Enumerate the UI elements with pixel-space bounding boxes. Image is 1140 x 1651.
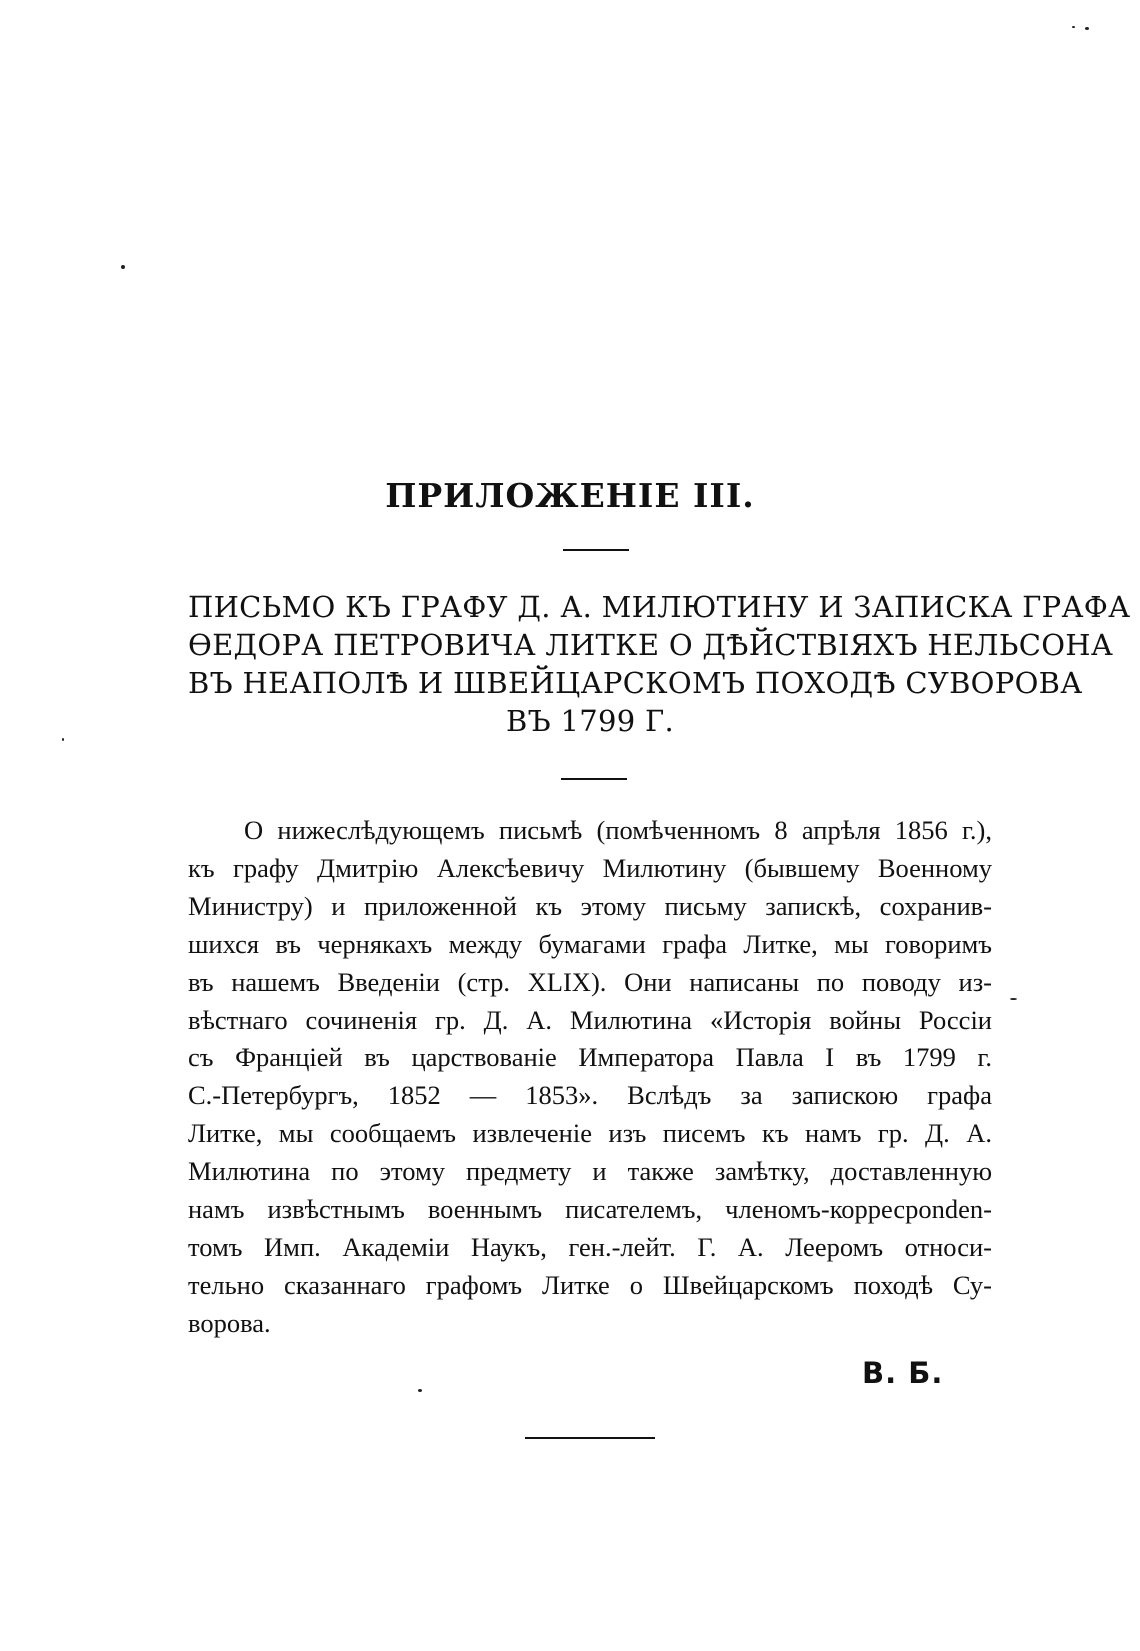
body-line: къ графу Дмитрію Алексѣевичу Милютину (бывшему Военному xyxy=(188,852,992,883)
body-line: С.-Петербургъ, 1852 — 1853». Вслѣдъ за запискою графа xyxy=(188,1080,992,1111)
body-line: Министру) и приложенной къ этому письму запискѣ, сохранив- xyxy=(188,890,992,921)
scan-speck xyxy=(62,738,64,741)
body-line: съ Франціей въ царствованіе Императора Павла I въ 1799 г. xyxy=(188,1042,992,1073)
scan-speck xyxy=(418,1389,422,1392)
body-line: О нижеслѣдующемъ письмѣ (помѣченномъ 8 апрѣля 1856 г.), xyxy=(244,815,992,845)
scan-speck xyxy=(1085,27,1089,30)
body-line: томъ Имп. Академіи Наукъ, ген.-лейт. Г. А. Лееромъ относи- xyxy=(188,1231,992,1262)
scan-speck xyxy=(1010,998,1017,1000)
closing-rule xyxy=(525,1437,655,1439)
body-line: Милютина по этому предмету и также замѣтку, доставленную xyxy=(188,1156,992,1187)
heading-line: ѲЕДОРА ПЕТРОВИЧА ЛИТКЕ О ДѢЙСТВІЯХЪ НЕЛЬСОНА xyxy=(188,628,1114,662)
body-line: шихся въ чернякахъ между бумагами графа Литке, мы говоримъ xyxy=(188,928,992,959)
body-line: намъ извѣстнымъ военнымъ писателемъ, членомъ-корресponden- xyxy=(188,1194,992,1225)
body-line: Литке, мы сообщаемъ извлеченіе изъ писемъ къ намъ гр. Д. А. xyxy=(188,1118,992,1149)
scan-speck xyxy=(1072,26,1075,28)
title-rule xyxy=(563,549,629,551)
heading-rule xyxy=(561,778,627,780)
body-line: въ нашемъ Введеніи (стр. XLIX). Они написаны по поводу из- xyxy=(188,966,992,997)
appendix-title: ПРИЛОЖЕНІЕ III. xyxy=(385,476,755,515)
heading-line: ВЪ НЕАПОЛѢ И ШВЕЙЦАРСКОМЪ ПОХОДѢ СУВОРОВА xyxy=(188,666,1083,700)
body-line: тельно сказаннаго графомъ Литке о Швейцарскомъ походѣ Су- xyxy=(188,1269,992,1300)
heading-line: ВЪ 1799 Г. xyxy=(505,704,674,738)
body-paragraph xyxy=(188,812,992,1343)
scan-speck xyxy=(121,265,125,269)
body-line: ворова. xyxy=(188,1307,271,1338)
heading-line: ПИСЬМО КЪ ГРАФУ Д. А. МИЛЮТИНУ И ЗАПИСКА ГРАФА xyxy=(188,590,1131,624)
body-line: вѣстнаго сочиненія гр. Д. А. Милютина «Исторія войны Россіи xyxy=(188,1004,992,1035)
section-heading xyxy=(188,588,1131,740)
author-signature: В. Б. xyxy=(862,1356,944,1390)
